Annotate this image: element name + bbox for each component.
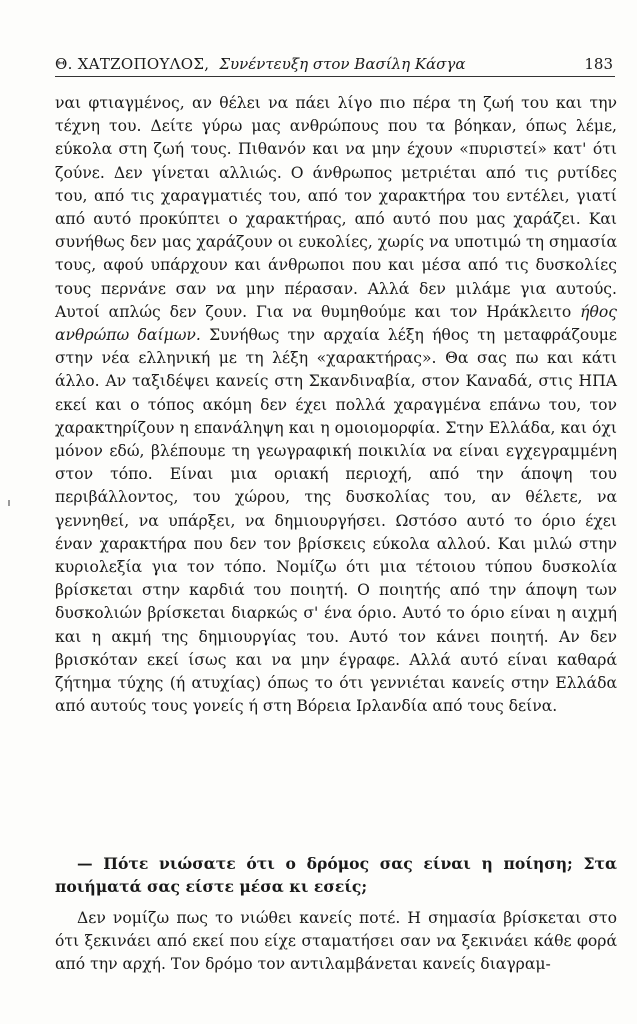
header-author: Θ. ΧΑΤΖΟΠΟΥΛΟΣ, [55, 55, 210, 73]
paragraph-1 [55, 92, 617, 718]
heraclitus-quote: ήθος ανθρώπω δαίμων. [55, 302, 617, 345]
scan-mark [8, 500, 10, 506]
page-number: 183 [584, 55, 613, 73]
paragraph-1-part-2: Συνήθως την αρχαία λέξη ήθος τη μεταφράζουμε στην νέα ελληνική με τη λέξη «χαρακτήρας». Θα σας πω και κάτι άλλο. Αν ταξιδέψει κανείς στη Σκανδιναβία, στον Καναδά, στις ΗΠΑ εκεί και ο τόπος ακόμη δεν έχει πολλά χαραγμένα επάνω του, τον χαρακτηρίζουν η επανάληψη και η ομοιομορφία. Στην Ελλάδα, και όχι μόνον εδώ, βλέπουμε τη γεωγραφική ποικιλία να είναι εγχεγραμμένη στον τόπο. Είναι μια οριακή περιοχή, από την άποψη του περιβάλλοντος, του χώρου, της δυσκολίας του, αν θέλετε, να γεννηθεί, να υπάρξει, να δημιουργήσει. Ωστόσο αυτό το όριο έχει έναν χαρακτήρα που δεν τον βρίσκεις εύκολα αλλού. Και μιλώ στην κυριολεξία για τον τόπο. Νομίζω ότι μια τέτοιου τύπου δυσκολία βρίσκεται στην καρδιά του ποιητή. Ο ποιητής από την άποψη των δυσκολιών βρίσκεται διαρκώς σ' ένα όριο. Αυτό το όριο είναι η αιχμή και η ακμή της δημιουργίας του. Αυτό τον κάνει ποιητή. Αν δεν βρισκόταν εκεί ίσως και να μην έγραφε. Αλλά αυτό είναι καθαρά ζήτημα τύχης (ή ατυχίας) όπως το ότι γεννιέται κανείς στην Ελλάδα από αυτούς τους γονείς ή στη Βόρεια Ιρλανδία από τους δείνα. [55, 326, 617, 716]
running-header [55, 52, 615, 77]
header-left [55, 55, 466, 73]
interview-question: — Πότε νιώσατε ότι ο δρόμος σας είναι η ποίηση; Στα ποιήματά σας είστε μέσα κι εσείς; [55, 854, 617, 897]
header-subtitle: Συνέντευξη στον Βασίλη Κάσγα [219, 55, 466, 73]
paragraph-2: Δεν νομίζω πως το νιώθει κανείς ποτέ. Η σημασία βρίσκεται στο ότι ξεκινάει από εκεί που είχε σταματήσει σαν να ξεκινάει κάθε φορά από την αρχή. Τον δρόμο τον αντιλαμβάνεται κανείς διαγραμ- [55, 909, 617, 974]
paragraph-1-text [55, 92, 617, 718]
paragraph-1-part-1: ναι φτιαγμένος, αν θέλει να πάει λίγο πιο πέρα τη ζωή του και την τέχνη του. Δείτε γύρω μας ανθρώπους που τα βόηκαν, όπως λέμε, εύκολα στη ζωή τους. Πιθανόν και να μην έχουν «πυριστεί» κατ' ότι ζούνε. Δεν γίνεται αλλιώς. Ο άνθρωπος μετριέται από τις ρυτίδες του, από τις χαραγματιές του, από τον χαρακτήρα του εντέλει, γιατί από αυτό προκύπτει ο χαρακτήρας, από αυτό που μας χαράζει. Και συνήθως δεν μας χαράζουν οι ευκολίες, χωρίς να υποτιμώ τη σημασία τους, αφού υπάρχουν και άνθρωποι που και μέσα από τις δυσκολίες τους περνάνε σαν να μην πέρασαν. Αλλά δεν μιλάμε για αυτούς. Αυτοί απλώς δεν ζουν. Για να θυμηθούμε και τον Ηράκλειτο [55, 94, 617, 321]
